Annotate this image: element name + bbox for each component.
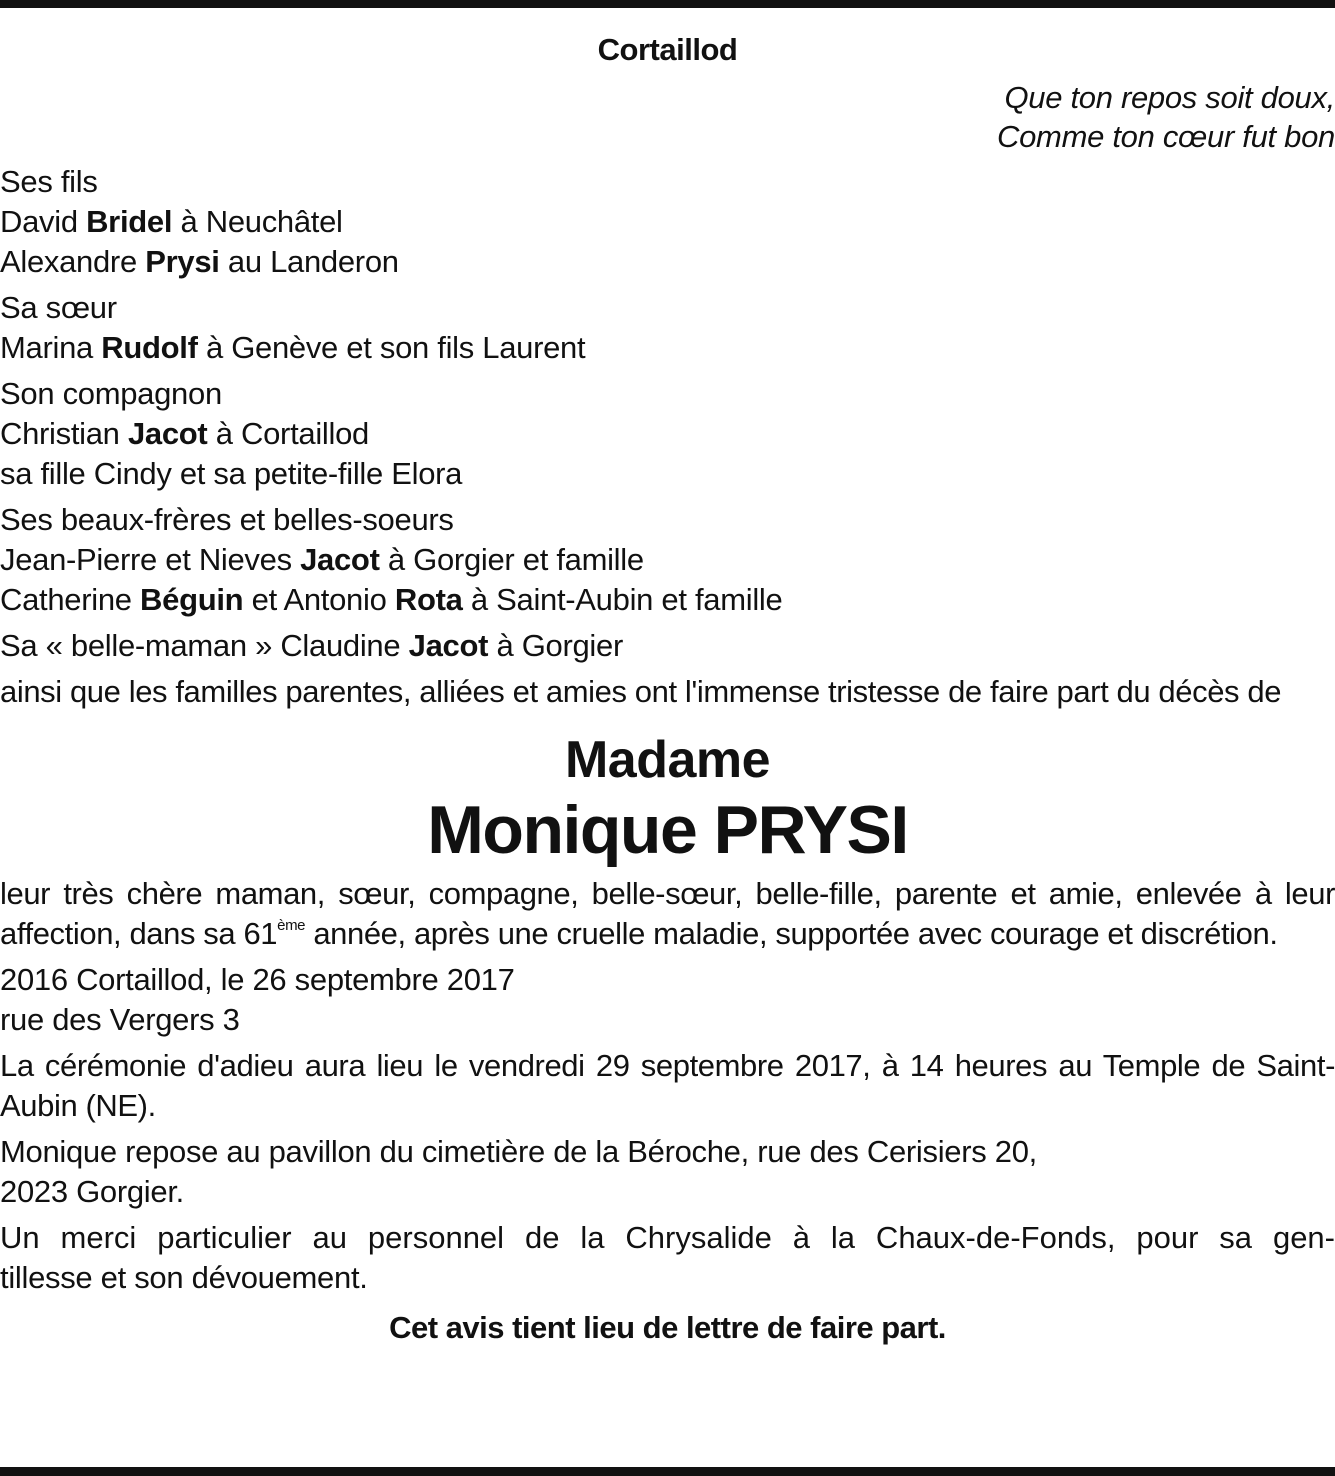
superscript-ordinal: ème xyxy=(277,917,306,934)
companion-title: Son compagnon xyxy=(0,376,222,411)
inlaws-section xyxy=(0,500,1335,620)
address-line-2: rue des Vergers 3 xyxy=(0,1002,240,1037)
place-heading: Cortaillod xyxy=(597,32,738,67)
top-rule xyxy=(0,0,1335,8)
repose-line-2: 2023 Gorgier. xyxy=(0,1174,184,1209)
epitaph-quote xyxy=(0,78,1335,156)
belle-maman-line: Sa « belle-maman » Claudine Jacot à Gorgier xyxy=(0,628,623,663)
son-2: Alexandre Prysi au Landeron xyxy=(0,244,399,279)
companion-1: Christian Jacot à Cortaillod xyxy=(0,416,369,451)
quote-line-2: Comme ton cœur fut bon xyxy=(997,119,1335,154)
bottom-rule xyxy=(0,1467,1335,1476)
inlaws-title: Ses beaux-frères et belles-soeurs xyxy=(0,502,454,537)
son-1: David Bridel à Neuchâtel xyxy=(0,204,343,239)
description-text: leur très chère maman, sœur, compagne, belle-sœur, belle-fille, parente et amie, enlevée à leur affection, dans sa 61ème année, après une cruelle maladie, supportée avec courage et discrétion. xyxy=(0,876,1335,951)
inlaws-1: Jean-Pierre et Nieves Jacot à Gorgier et famille xyxy=(0,542,644,577)
deceased-title: Madame xyxy=(564,731,771,789)
inlaws-2: Catherine Béguin et Antonio Rota à Saint-Aubin et famille xyxy=(0,582,783,617)
address-line-1: 2016 Cortaillod, le 26 septembre 2017 xyxy=(0,962,515,997)
ceremony-text: La cérémonie d'adieu aura lieu le vendredi 29 septembre 2017, à 14 heures au Temple de Saint-Aubin (NE). xyxy=(0,1048,1335,1123)
sister-1: Marina Rudolf à Genève et son fils Laurent xyxy=(0,330,586,365)
quote-line-1: Que ton repos soit doux, xyxy=(1004,80,1335,115)
address-section xyxy=(0,960,1335,1040)
repose-section xyxy=(0,1132,1335,1212)
repose-line-1: Monique repose au pavillon du cimetière de la Béroche, rue des Cerisiers 20, xyxy=(0,1134,1037,1169)
deceased-name: Monique PRYSI xyxy=(427,792,908,868)
thanks-section xyxy=(0,1218,1335,1298)
companion-section xyxy=(0,374,1335,494)
sister-section xyxy=(0,288,1335,368)
sons-section xyxy=(0,162,1335,282)
footer-note: Cet avis tient lieu de lettre de faire part. xyxy=(389,1310,946,1345)
companion-family: sa fille Cindy et sa petite-fille Elora xyxy=(0,456,463,491)
sons-title: Ses fils xyxy=(0,164,98,199)
thanks-line-1: Un merci particulier au personnel de la Chrysalide à la Chaux-de-Fonds, pour sa gen- xyxy=(0,1220,1335,1255)
announcement-text: ainsi que les familles parentes, alliées et amies ont l'immense tristesse de faire part du décès de xyxy=(0,674,1282,709)
sister-title: Sa sœur xyxy=(0,290,117,325)
obituary-notice xyxy=(0,28,1335,1348)
belle-maman-section xyxy=(0,626,1335,666)
thanks-line-2: tillesse et son dévouement. xyxy=(0,1260,368,1295)
